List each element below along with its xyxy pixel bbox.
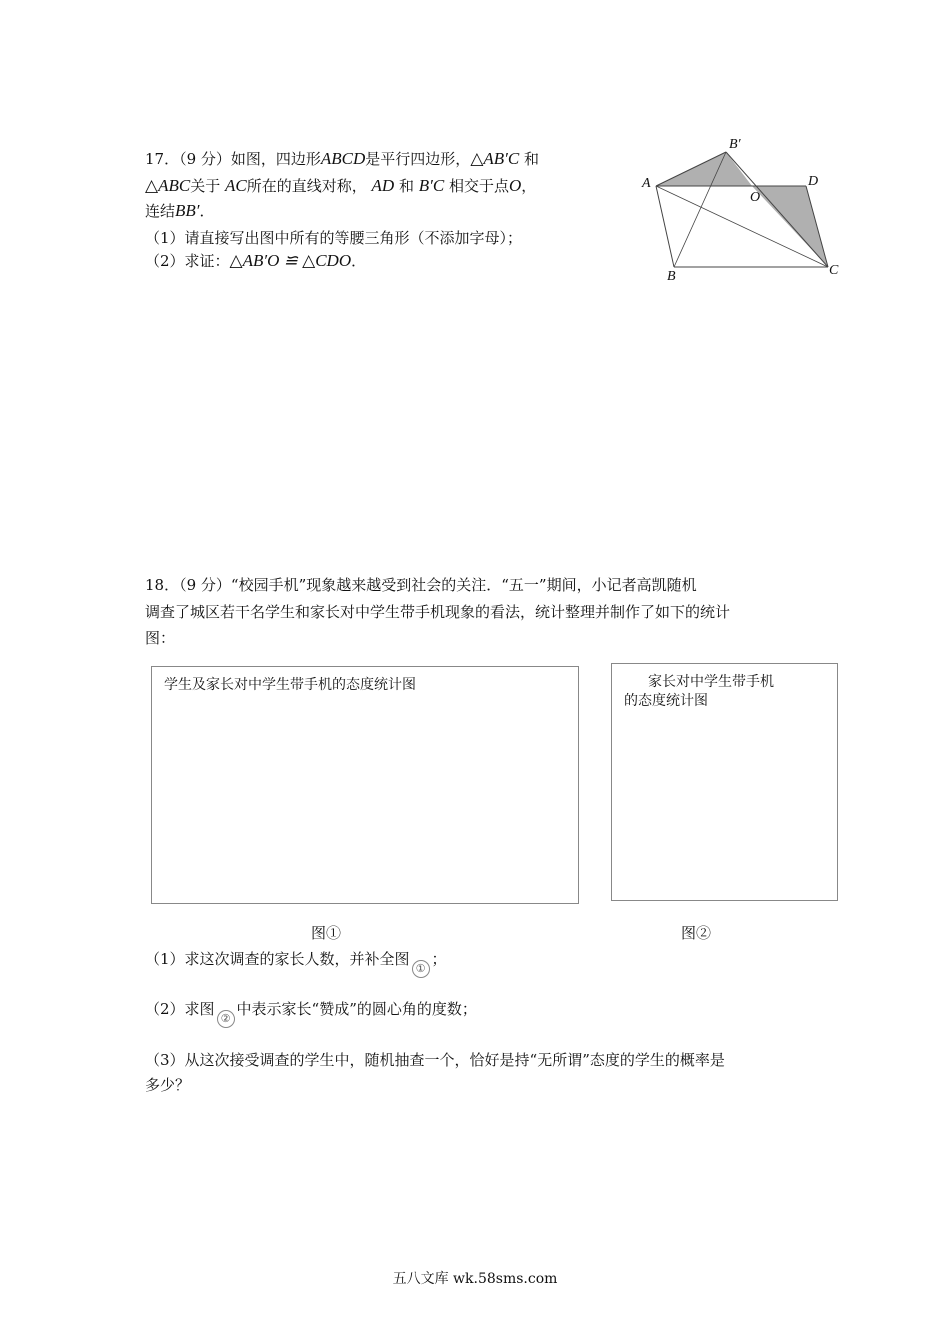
q18-sub2-head: （2）求图	[145, 1000, 215, 1018]
q17-comma: ，	[521, 177, 537, 195]
q17-line-text: 所在的直线对称，	[246, 177, 367, 195]
q17-tri2: △ABC	[145, 176, 191, 195]
q18-sub2	[145, 998, 477, 1028]
q17-line3	[145, 200, 215, 222]
label-o: O	[750, 190, 761, 205]
q18-sub1-head: （1）求这次调查的家长人数，并补全图	[145, 950, 410, 968]
shaded-triangle-ab1o	[656, 152, 752, 186]
q17-bc: B′C	[418, 176, 445, 195]
q17-and1: 和	[524, 150, 540, 168]
footer-watermark: 五八文库 wk.58sms.com	[392, 1271, 558, 1287]
q17-dot: ．	[199, 202, 215, 220]
label-d: D	[808, 174, 819, 189]
caption-figure2: 图②	[681, 924, 712, 942]
chart1-placeholder	[151, 666, 579, 904]
chart1-title: 学生及家长对中学生带手机的态度统计图	[164, 676, 416, 692]
q18-sub3-line1: （3）从这次接受调查的学生中，随机抽查一个，恰好是持“无所谓”态度的学生的概率是	[145, 1051, 725, 1069]
q17-bb: BB′	[175, 201, 200, 220]
q17-line1	[145, 148, 539, 170]
q17-and2: 和	[398, 177, 414, 195]
segment-ab	[656, 186, 674, 267]
caption-figure1: 图①	[311, 924, 342, 942]
q17-ad: AD	[371, 176, 395, 195]
label-c: C	[829, 263, 839, 278]
q18-sub3-line2: 多少？	[145, 1076, 191, 1094]
q18-line3: 图：	[145, 629, 176, 647]
circled-two-icon: ②	[217, 1010, 235, 1028]
q17-connect: 连结	[145, 202, 176, 220]
q17-line2	[145, 175, 536, 197]
q17-ac: AC	[224, 176, 247, 195]
label-b: B	[667, 269, 676, 284]
circled-one-icon: ①	[412, 960, 430, 978]
label-a: A	[642, 176, 651, 191]
q18-sub2-tail: 中表示家长“赞成”的圆心角的度数；	[236, 1000, 477, 1018]
label-b1: B′	[729, 137, 741, 152]
geometry-figure	[630, 130, 850, 290]
q17-part2-tail: ．	[351, 252, 367, 270]
q18-sub1	[145, 948, 447, 978]
q17-abcd: ABCD	[320, 149, 366, 168]
q17-meet: 相交于点	[449, 177, 510, 195]
q18-sub1-tail: ；	[431, 950, 447, 968]
q17-about: 关于	[190, 177, 221, 195]
chart2-placeholder	[611, 663, 838, 901]
q18-line2: 调查了城区若干名学生和家长对中学生带手机现象的看法，统计整理并制作了如下的统计	[145, 603, 731, 621]
q17-head: 17．（9 分）如图，四边形	[145, 150, 321, 168]
q17-part2	[145, 250, 366, 272]
q17-tri1: △AB′C	[470, 149, 520, 168]
q17-parallel: 是平行四边形，	[365, 150, 471, 168]
chart2-title-line1: 家长对中学生带手机	[648, 673, 774, 689]
q17-part1: （1）请直接写出图中所有的等腰三角形（不添加字母）；	[145, 229, 523, 247]
q17-congruence: △AB′O ≌ △CDO	[229, 251, 352, 270]
chart2-title-line2: 的态度统计图	[624, 692, 708, 708]
q17-o: O	[509, 176, 522, 195]
q17-part2-head: （2）求证：	[145, 252, 230, 270]
q18-line1: 18．（9 分）“校园手机”现象越来越受到社会的关注．“五一”期间，小记者高凯随机	[145, 576, 697, 594]
